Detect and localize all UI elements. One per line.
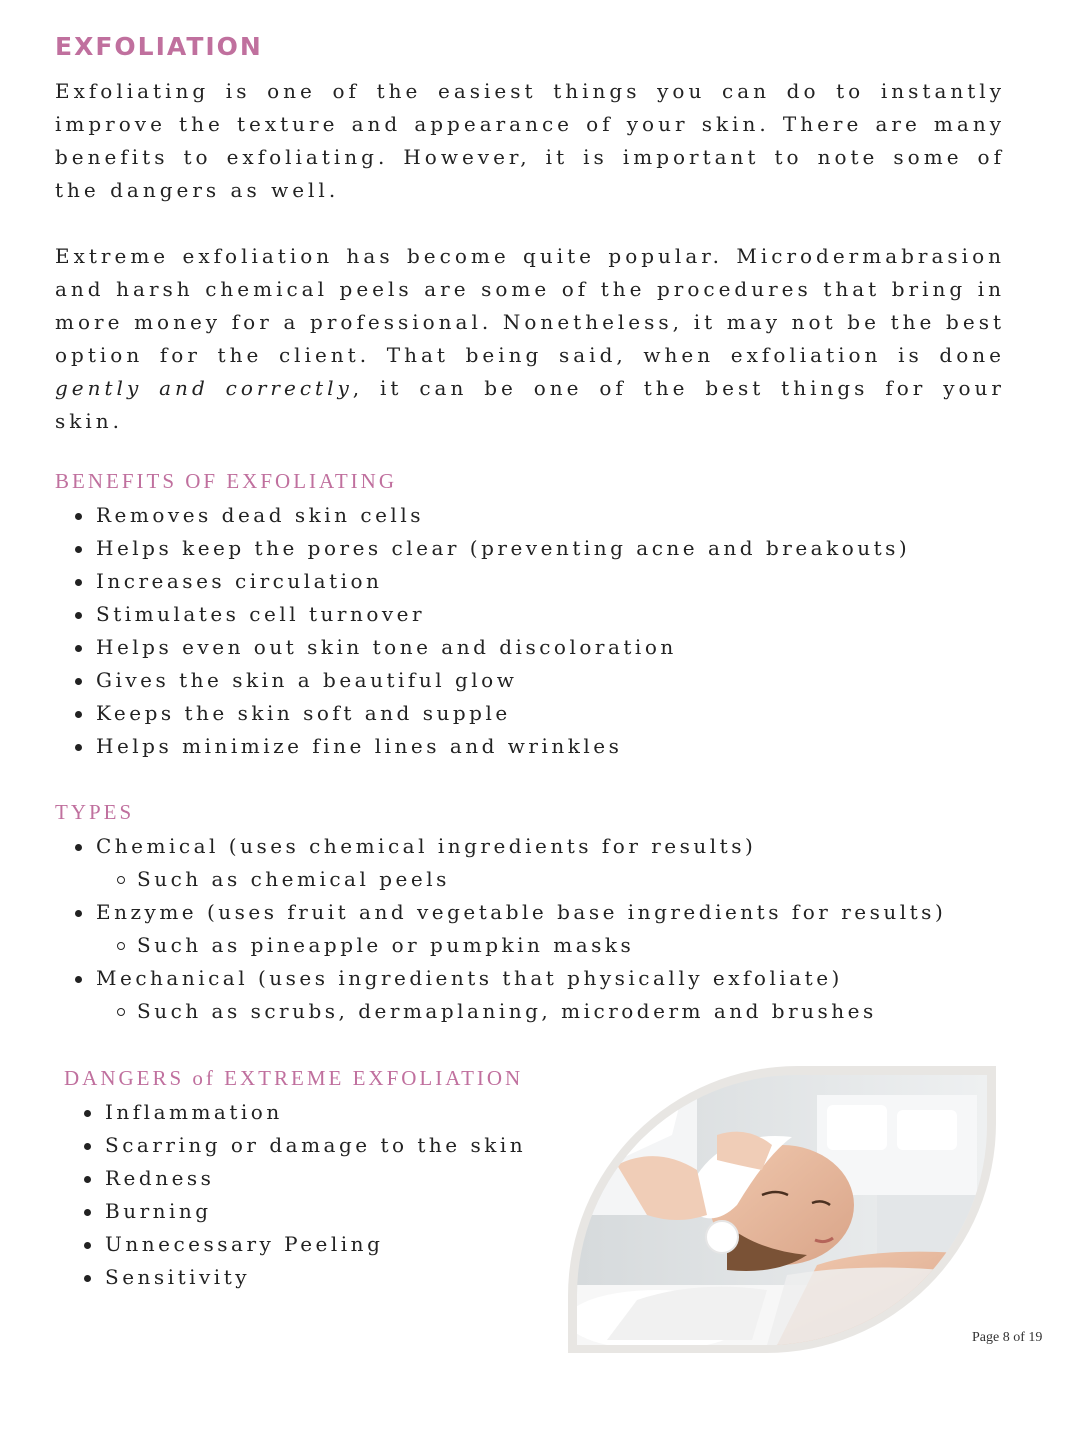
- list-item: Removes dead skin cells: [55, 499, 910, 532]
- list-item: Helps even out skin tone and discoloration: [55, 631, 910, 664]
- intro-paragraph-2-emphasis: gently and correctly: [55, 376, 353, 400]
- sub-list-item: Such as scrubs, dermaplaning, microderm and brushes: [96, 995, 946, 1028]
- intro-paragraph-2-text: Extreme exfoliation has become quite popular. Microdermabrasion and harsh chemical peels are some of the procedures that bring in more money for a professional. Nonetheless, it may not be the best option for the client. That being said, when exfoliation is done: [55, 244, 1005, 367]
- benefits-heading: BENEFITS OF EXFOLIATING: [55, 469, 397, 493]
- types-heading: TYPES: [55, 800, 135, 824]
- sub-list: [96, 995, 946, 1028]
- type-label: Mechanical (uses ingredients that physically exfoliate): [96, 966, 843, 990]
- list-item: Helps keep the pores clear (preventing acne and breakouts): [55, 532, 910, 565]
- list-item: Increases circulation: [55, 565, 910, 598]
- page-number: Page 8 of 19: [972, 1330, 1043, 1345]
- list-item: Burning: [64, 1195, 526, 1228]
- intro-paragraph-1: Exfoliating is one of the easiest things you can do to instantly improve the texture and appearance of your skin. There are many benefits to exfoliating. However, it is important to note some of the dangers as well.: [55, 79, 1005, 202]
- list-item: Helps minimize fine lines and wrinkles: [55, 730, 910, 763]
- list-item: Unnecessary Peeling: [64, 1228, 526, 1261]
- type-label: Enzyme (uses fruit and vegetable base ingredients for results): [96, 900, 947, 924]
- list-item: [55, 830, 946, 896]
- list-item: Inflammation: [64, 1096, 526, 1129]
- dangers-list: [64, 1096, 526, 1294]
- intro-paragraph-2: [55, 240, 1005, 438]
- type-label: Chemical (uses chemical ingredients for results): [96, 834, 757, 858]
- sub-list: [96, 863, 946, 896]
- list-item: Scarring or damage to the skin: [64, 1129, 526, 1162]
- intro-paragraph-2-end: , it can be one of the best things for your skin.: [55, 376, 1005, 433]
- facial-treatment-illustration: [577, 1075, 987, 1345]
- list-item: [55, 896, 946, 962]
- list-item: Redness: [64, 1162, 526, 1195]
- list-item: Sensitivity: [64, 1261, 526, 1294]
- list-item: [55, 962, 946, 1028]
- benefits-list: [55, 499, 910, 763]
- types-list: [55, 830, 946, 1028]
- sub-list-item: Such as chemical peels: [96, 863, 946, 896]
- list-item: Stimulates cell turnover: [55, 598, 910, 631]
- facial-treatment-photo: [577, 1075, 987, 1345]
- dangers-heading: DANGERS of EXTREME EXFOLIATION: [64, 1066, 524, 1090]
- list-item: Keeps the skin soft and supple: [55, 697, 910, 730]
- sub-list: [96, 929, 946, 962]
- page-title: EXFOLIATION: [55, 32, 263, 61]
- sub-list-item: Such as pineapple or pumpkin masks: [96, 929, 946, 962]
- list-item: Gives the skin a beautiful glow: [55, 664, 910, 697]
